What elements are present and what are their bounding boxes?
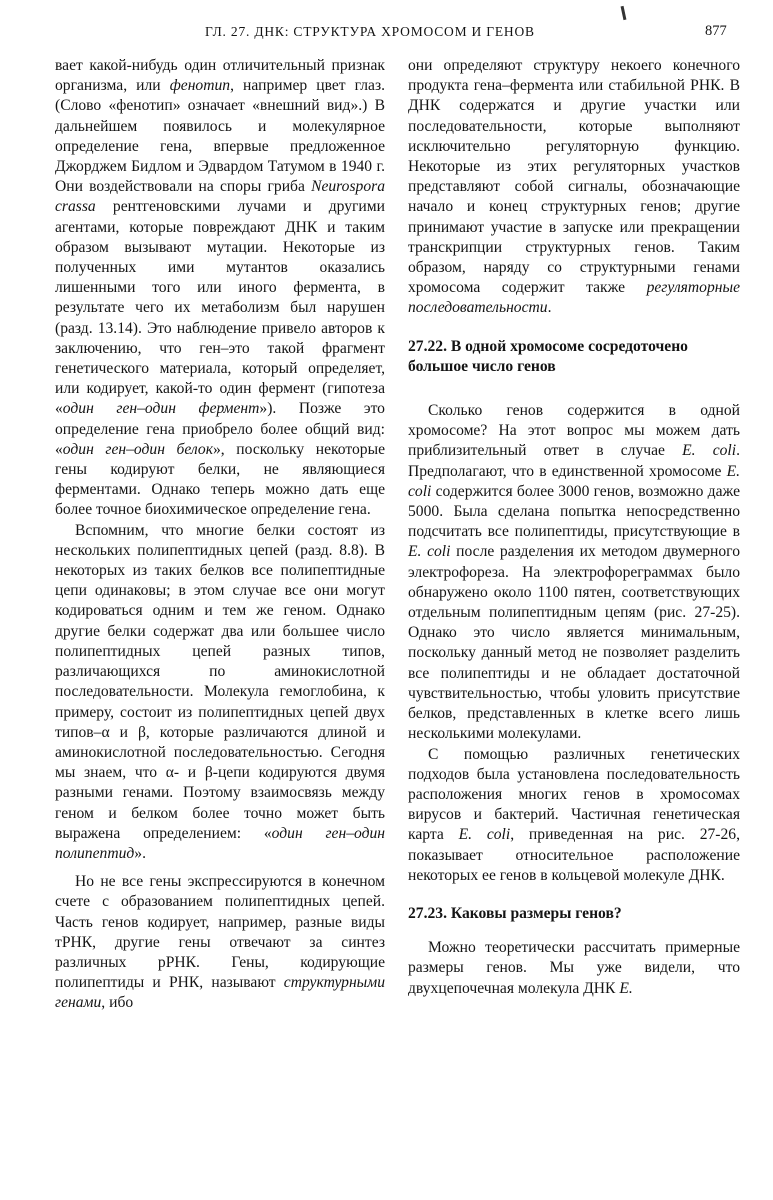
paragraph: Можно теоретически рассчитать примерные размеры генов. Мы уже видели, что двухцепочечная молекула ДНК E.	[408, 939, 740, 997]
paragraph: Но не все гены экспрессируются в конечном счете с образованием полипептидных цепей. Часть генов кодирует, например, разные виды тРНК, другие гены отвечают за синтез различных рРНК. Гены, кодирующие полипептиды и РНК, называют структурными генами, ибо	[55, 873, 385, 1012]
paragraph: они определяют структуру некоего конечного продукта гена–фермента или стабильной РНК. В ДНК содержатся и другие участки или последовательности, которые выполняют исключительно регуляторную функцию. Некоторые из этих регуляторных участков представляют собой сигналы, обозначающие начало и конец структурных генов; другие принимают участие в запуске или прекращении транскрипции структурных генов. Таким образом, наряду со структурными генами хромосома содержит также регуляторные последовательности.	[408, 57, 740, 317]
section-heading: 27.23. Каковы размеры генов?	[408, 904, 622, 922]
left-column	[55, 56, 385, 1014]
section-heading: 27.22. В одной хромосоме сосредоточено большое число генов	[408, 337, 688, 375]
paragraph: С помощью различных генетических подходов была установлена последовательность расположения многих генов в хромосомах вирусов и бактерий. Частичная генетическая карта E. coli, приведенная на рис. 27-26, показывает относительное расположение некоторых ее генов в кольцевой молекуле ДНК.	[408, 745, 740, 884]
paragraph: вает какой-нибудь один отличительный признак организма, или фенотип, например цвет глаз. (Слово «фенотип» означает «внешний вид».) В дальнейшем появилось и молекулярное определение гена, впервые предложенное Джорджем Бидлом и Эдвардом Татумом в 1940 г. Они воздействовали на споры гриба Neurospora crassa рентгеновскими лучами и другими агентами, которые повреждают ДНК и таким образом вызывают мутации. Некоторые из полученных ими мутантов оказались лишенными того или иного фермента, в результате чего их метаболизм был нарушен (разд. 13.14). Это наблюдение привело авторов к заключению, что ген–это такой фрагмент генетического материала, который определяет, или кодирует, какой-то один фермент (гипотеза «один ген–один фермент»). Позже это определение гена приобрело более общий вид: «один ген–один белок», поскольку некоторые гены кодируют белки, не являющиеся ферментами. Однако теперь можно дать еще более точное биохимическое определение гена.	[55, 57, 385, 519]
scan-mark	[621, 6, 627, 20]
right-column	[408, 56, 740, 999]
page-number: 877	[705, 23, 727, 39]
running-title: ГЛ. 27. ДНК: СТРУКТУРА ХРОМОСОМ И ГЕНОВ	[205, 24, 535, 39]
paragraph: Сколько генов содержится в одной хромосоме? На этот вопрос мы можем дать приблизительный ответ в случае E. coli. Предполагают, что в единственной хромосоме E. coli содержится более 3000 генов, возможно даже 5000. Была сделана попытка непосредственно подсчитать все полипептиды, присутствующие в E. coli после разделения их методом двумерного электрофореза. На электрофореграммах было обнаружено около 1100 пятен, соответствующих отдельным полипептидным цепям (рис. 27-25). Однако это число является минимальным, поскольку данный метод не позволяет разделить все полипептиды и не обладает достаточной чувствительностью, чтобы уловить присутствие белков, представленных в клетке всего лишь несколькими молекулами.	[408, 402, 740, 743]
paragraph: Вспомним, что многие белки состоят из нескольких полипептидных цепей (разд. 8.8). В некоторых из таких белков все полипептидные цепи одинаковы; в этом случае все они могут кодироваться одним и тем же геном. Однако другие белки содержат два или большее число полипептидных цепей разных типов, различающихся по аминокислотной последовательности. Молекула гемоглобина, к примеру, состоит из полипептидных цепей двух типов–α и β, которые различаются длиной и аминокислотной последовательностью. Сегодня мы знаем, что α- и β-цепи кодируются двумя разными генами. Поэтому взаимосвязь между геном и белком более точно может быть выражена определением: «один ген–один полипептид».	[55, 521, 385, 862]
